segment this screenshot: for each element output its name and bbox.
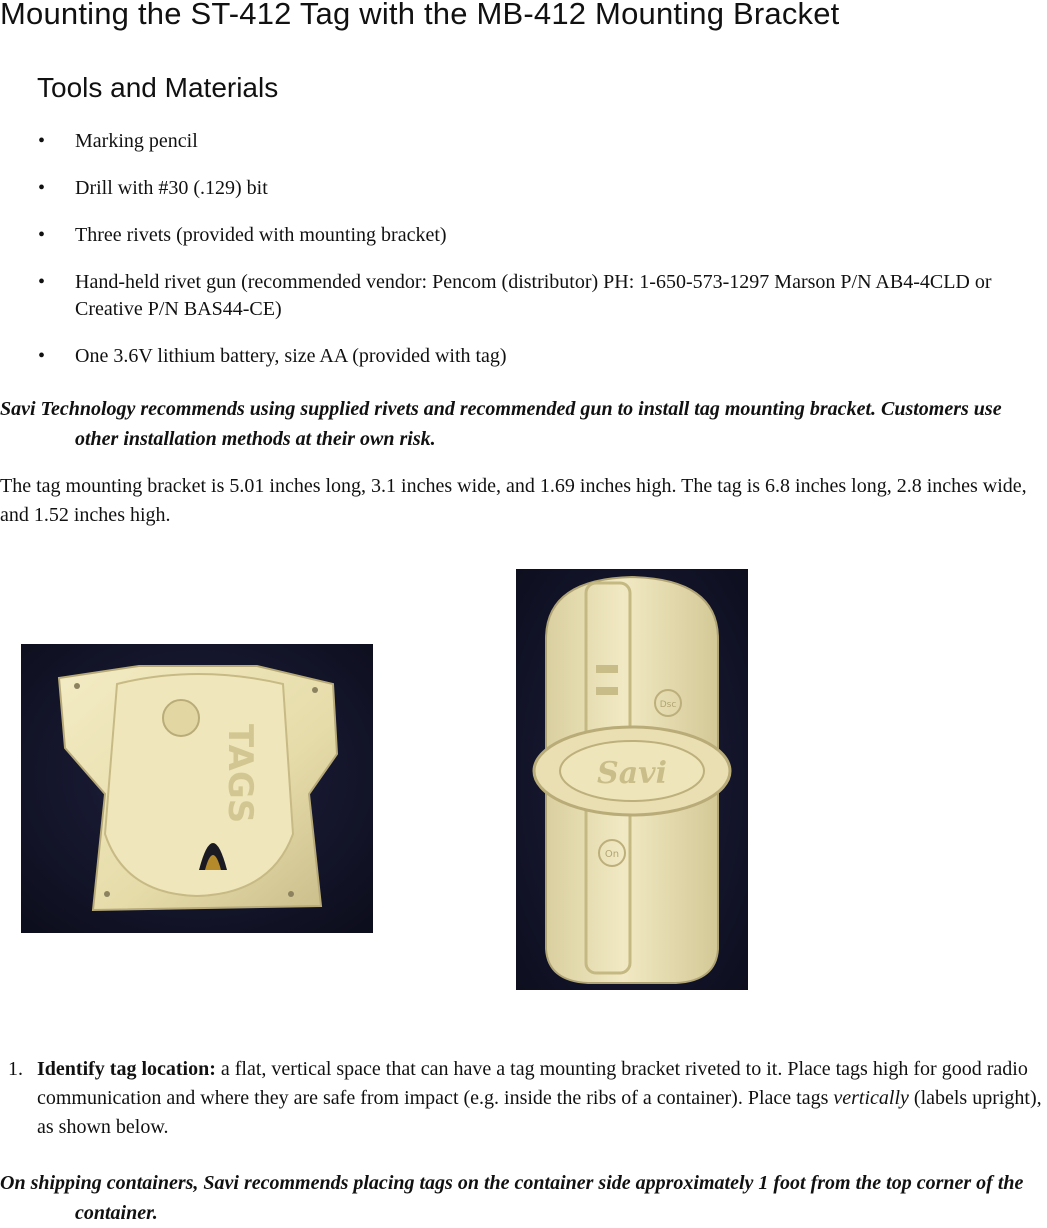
step-lead: Identify tag location: — [37, 1058, 216, 1080]
tag-logo-text: Savi — [597, 756, 667, 791]
step-item — [0, 1055, 1047, 1142]
page-title: Mounting the ST-412 Tag with the MB-412 Mounting Bracket — [0, 0, 840, 31]
step-text-end: (labels upright), as shown below. — [37, 1087, 1042, 1138]
tool-item: • Hand-held rivet gun (recommended vendor: Pencom (distributor) PH: 1-650-573-1297 Marson P/N AB4-4CLD or Creative P/N BAS44-CE) — [0, 269, 1047, 323]
tool-item: • Drill with #30 (.129) bit — [0, 175, 1047, 202]
tool-item: • One 3.6V lithium battery, size AA (provided with tag) — [0, 343, 1047, 370]
warning-note: Savi Technology recommends using supplied rivets and recommended gun to install tag mounting bracket. Customers use other installation methods at their own risk. — [0, 398, 1002, 450]
section-heading-tools: Tools and Materials — [37, 72, 279, 103]
tag-button-upper-label: Dsc — [659, 700, 677, 710]
tool-item: • Three rivets (provided with mounting bracket) — [0, 222, 1047, 249]
mounting-bracket-photo — [21, 644, 373, 933]
step-number: 1. — [8, 1058, 23, 1080]
step-emphasis: vertically — [833, 1087, 909, 1109]
tools-list — [0, 128, 1047, 390]
step-text: a flat, vertical space that can have a tag mounting bracket riveted to it. Place tags high for good radio communication and where they are safe from impact (e.g. inside the ribs of a container). Place tags — [37, 1058, 1028, 1109]
tag-button-lower-label: On — [604, 849, 620, 860]
dimensions-paragraph: The tag mounting bracket is 5.01 inches long, 3.1 inches wide, and 1.69 inches high. The tag is 6.8 inches long, 2.8 inches wide, and 1.52 inches high. — [0, 475, 1027, 526]
tool-item: • Marking pencil — [0, 128, 1047, 155]
bracket-embossed-text: TAGS — [220, 724, 260, 824]
steps-list — [0, 1055, 1047, 1142]
placement-note: On shipping containers, Savi recommends placing tags on the container side approximately 1 foot from the top corner of the container. — [0, 1172, 1024, 1224]
st412-tag-photo — [516, 569, 748, 990]
